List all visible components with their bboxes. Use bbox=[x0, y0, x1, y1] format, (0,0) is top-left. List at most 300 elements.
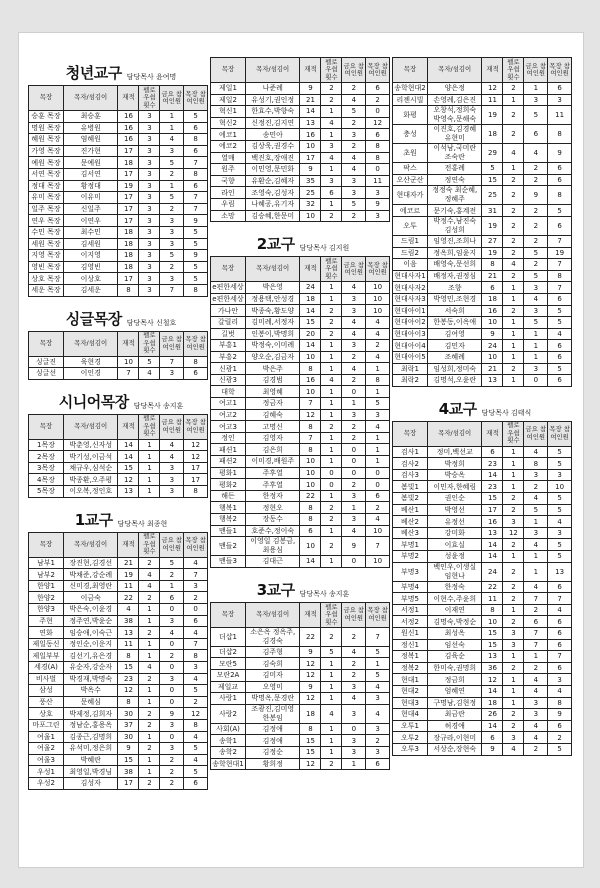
section-title: 2교구 bbox=[256, 235, 295, 254]
cell-mj: 7 bbox=[366, 627, 390, 646]
table-row bbox=[393, 293, 572, 305]
table-row bbox=[211, 152, 390, 164]
cell-bmg: 1 bbox=[321, 456, 342, 468]
cell-bmg: 1 bbox=[321, 556, 342, 568]
cell-team: 에코1 bbox=[211, 129, 246, 141]
cell-team: 대학 bbox=[211, 386, 246, 398]
header-friday: 금요 참여인원 bbox=[160, 331, 184, 356]
cell-mj: 8 bbox=[366, 152, 390, 164]
table-row bbox=[393, 125, 572, 144]
cell-leader: 이석남,국미란 조숙란 bbox=[427, 144, 482, 163]
cell-fri: 3 bbox=[342, 681, 366, 693]
cell-fri: 3 bbox=[160, 145, 184, 157]
cell-mj: 6 bbox=[548, 83, 572, 95]
cell-fri: 3 bbox=[160, 462, 184, 474]
cell-fri: 7 bbox=[160, 356, 184, 368]
header-team: 목장 bbox=[211, 602, 246, 627]
cell-team: 패션2 bbox=[211, 456, 246, 468]
cell-reg: 38 bbox=[118, 615, 139, 627]
table-row bbox=[29, 250, 208, 262]
cell-leader: 나혜공,유기자 bbox=[245, 198, 300, 210]
cell-mj: 2 bbox=[184, 592, 208, 604]
cell-fri: 2 bbox=[524, 205, 548, 217]
cell-bmg: 2 bbox=[321, 758, 342, 770]
cell-team: 이음 bbox=[393, 259, 428, 271]
cell-fri: 4 bbox=[160, 439, 184, 451]
cell-leader: 김대근 bbox=[245, 556, 300, 568]
cell-reg: 9 bbox=[482, 328, 503, 340]
table-header-row bbox=[29, 532, 208, 557]
cell-bmg: 1 bbox=[321, 746, 342, 758]
cell-fri: 3 bbox=[342, 175, 366, 187]
cell-mj: 8 bbox=[184, 650, 208, 662]
cell-reg: 15 bbox=[482, 639, 503, 651]
table-row bbox=[211, 351, 390, 363]
header-mokjang: 목장 참여인원 bbox=[184, 414, 208, 439]
cell-mj: 5 bbox=[366, 669, 390, 681]
cell-fri: 9 bbox=[342, 537, 366, 556]
cell-fri: 3 bbox=[524, 697, 548, 709]
cell-fri: 2 bbox=[342, 669, 366, 681]
header-mokjang: 목장 참여인원 bbox=[548, 58, 572, 83]
header-friday: 금요 참여인원 bbox=[342, 58, 366, 83]
cell-bmg: 2 bbox=[503, 106, 524, 125]
cell-team: 열매 bbox=[211, 152, 246, 164]
cell-bmg: 2 bbox=[503, 247, 524, 259]
header-leader: 목자/섬김이 bbox=[245, 257, 300, 282]
cell-team: 더샵2 bbox=[211, 646, 246, 658]
cell-team: 영빈 목장 bbox=[29, 261, 64, 273]
cell-team: 더샵1 bbox=[211, 627, 246, 646]
cell-mj: 7 bbox=[184, 157, 208, 169]
cell-team: 제일동신 bbox=[29, 638, 64, 650]
cell-team: 현대4 bbox=[393, 709, 428, 721]
cell-mj: 4 bbox=[366, 421, 390, 433]
cell-mj: 3 bbox=[548, 94, 572, 106]
cell-bmg: 2 bbox=[503, 270, 524, 282]
section-title: 싱글목장 bbox=[65, 309, 122, 328]
cell-team: 한양3 bbox=[29, 604, 64, 616]
table-row bbox=[211, 627, 390, 646]
attendance-table bbox=[392, 57, 572, 387]
cell-team: 주현 bbox=[29, 615, 64, 627]
cell-fri: 0 bbox=[160, 685, 184, 697]
cell-bmg: 1 bbox=[321, 723, 342, 735]
cell-reg: 32 bbox=[300, 198, 321, 210]
cell-reg: 10 bbox=[300, 467, 321, 479]
cell-bmg: 1 bbox=[503, 317, 524, 329]
cell-bmg: 3 bbox=[139, 284, 160, 296]
table-row bbox=[29, 203, 208, 215]
header-team: 목장 bbox=[211, 58, 246, 83]
cell-bmg: 3 bbox=[139, 111, 160, 123]
cell-mj: 8 bbox=[366, 140, 390, 152]
cell-reg: 16 bbox=[118, 122, 139, 134]
cell-fri: 0 bbox=[160, 731, 184, 743]
cell-leader: 이효실 bbox=[427, 539, 482, 551]
cell-team: 남부1 bbox=[29, 557, 64, 569]
cell-reg: 10 bbox=[118, 356, 139, 368]
cell-reg: 4 bbox=[118, 604, 139, 616]
cell-leader: 조광진,김미영 한봉임 bbox=[245, 704, 300, 723]
cell-mj: 3 bbox=[184, 662, 208, 674]
cell-fri: 2 bbox=[524, 163, 548, 175]
cell-leader: 이금숙 bbox=[63, 592, 118, 604]
cell-team: 싱글선 bbox=[29, 368, 64, 380]
cell-bmg: 3 bbox=[503, 732, 524, 744]
header-friday: 금요 참여인원 bbox=[160, 86, 184, 111]
cell-bmg: 2 bbox=[503, 174, 524, 186]
cell-fri: 3 bbox=[342, 409, 366, 421]
cell-mj: 11 bbox=[548, 106, 572, 125]
cell-mj: 8 bbox=[184, 719, 208, 731]
table-row bbox=[393, 481, 572, 493]
column-2 bbox=[210, 57, 396, 776]
cell-mj: 9 bbox=[548, 144, 572, 163]
cell-reg: 11 bbox=[118, 580, 139, 592]
cell-mj: 5 bbox=[184, 743, 208, 755]
cell-leader: 김성자 bbox=[63, 777, 118, 789]
cell-leader: 박옥수 bbox=[63, 685, 118, 697]
cell-mj: 4 bbox=[184, 673, 208, 685]
cell-reg: 12 bbox=[300, 658, 321, 670]
cell-reg: 7 bbox=[300, 398, 321, 410]
cell-bmg: 1 bbox=[139, 615, 160, 627]
cell-mj: 10 bbox=[366, 282, 390, 294]
cell-reg: 22 bbox=[482, 581, 503, 593]
cell-reg: 18 bbox=[118, 238, 139, 250]
cell-bmg: 1 bbox=[321, 164, 342, 176]
cell-reg: 11 bbox=[482, 593, 503, 605]
cell-reg: 20 bbox=[300, 328, 321, 340]
cell-mj: 6 bbox=[548, 639, 572, 651]
cell-mj: 5 bbox=[548, 743, 572, 755]
table-row bbox=[29, 111, 208, 123]
cell-reg: 37 bbox=[118, 719, 139, 731]
cell-fri: 2 bbox=[342, 658, 366, 670]
table-row bbox=[393, 639, 572, 651]
cell-fri: 1 bbox=[524, 83, 548, 95]
cell-fri: 2 bbox=[524, 743, 548, 755]
cell-fri: 1 bbox=[524, 351, 548, 363]
cell-leader: 박영선 bbox=[427, 504, 482, 516]
cell-mj: 9 bbox=[548, 709, 572, 721]
cell-bmg: 2 bbox=[503, 662, 524, 674]
cell-bmg: 3 bbox=[321, 140, 342, 152]
pastor-label: 담당목사 김태식 bbox=[481, 408, 532, 417]
cell-leader: 전홍례 bbox=[427, 163, 482, 175]
table-row bbox=[393, 551, 572, 563]
header-leader: 목자/섬김이 bbox=[427, 421, 482, 446]
cell-bmg: 2 bbox=[139, 743, 160, 755]
cell-bmg: 2 bbox=[321, 514, 342, 526]
cell-mj: 9 bbox=[184, 250, 208, 262]
cell-team: 혜원 목장 bbox=[29, 134, 64, 146]
cell-bmg: 1 bbox=[321, 525, 342, 537]
cell-mj: 3 bbox=[366, 693, 390, 705]
cell-reg: 10 bbox=[300, 537, 321, 556]
cell-leader: 정주연,박윤순 bbox=[63, 615, 118, 627]
cell-mj: 7 bbox=[184, 192, 208, 204]
cell-leader: 김영빈 bbox=[63, 261, 118, 273]
table-row bbox=[393, 593, 572, 605]
cell-mj: 5 bbox=[548, 504, 572, 516]
cell-bmg: 2 bbox=[139, 592, 160, 604]
cell-mj: 4 bbox=[366, 681, 390, 693]
cell-leader: 이현수,주윤희 bbox=[427, 593, 482, 605]
table-row bbox=[29, 743, 208, 755]
table-row bbox=[29, 580, 208, 592]
cell-leader: 박혜란 bbox=[63, 754, 118, 766]
cell-mj: 4 bbox=[548, 516, 572, 528]
cell-reg: 7 bbox=[300, 432, 321, 444]
table-row bbox=[211, 746, 390, 758]
cell-team: 현대아이1 bbox=[394, 306, 426, 315]
cell-bmg: 4 bbox=[139, 662, 160, 674]
cell-bmg: 3 bbox=[139, 261, 160, 273]
cell-team: 현대아이2 bbox=[394, 318, 426, 327]
cell-bmg: 3 bbox=[139, 192, 160, 204]
cell-reg: 26 bbox=[482, 709, 503, 721]
cell-mj: 4 bbox=[548, 685, 572, 697]
table-row bbox=[393, 328, 572, 340]
cell-bmg: 1 bbox=[139, 696, 160, 708]
cell-mj: 6 bbox=[548, 628, 572, 640]
cell-reg: 14 bbox=[482, 720, 503, 732]
cell-reg: 21 bbox=[482, 270, 503, 282]
table-row bbox=[29, 592, 208, 604]
cell-fri: 4 bbox=[524, 685, 548, 697]
cell-mj: 5 bbox=[548, 446, 572, 458]
cell-mj: 6 bbox=[548, 581, 572, 593]
cell-team: 한양2 bbox=[29, 592, 64, 604]
cell-leader: 박승옥 bbox=[427, 469, 482, 481]
table-row bbox=[29, 451, 208, 463]
cell-team: 드림1 bbox=[393, 235, 428, 247]
cell-bmg: 1 bbox=[321, 409, 342, 421]
cell-leader: 김명숙,박정순 bbox=[427, 616, 482, 628]
cell-bmg: 1 bbox=[139, 650, 160, 662]
cell-mj: 10 bbox=[366, 293, 390, 305]
cell-leader: 유순자,강순자 bbox=[63, 662, 118, 674]
cell-bmg: 1 bbox=[321, 363, 342, 375]
header-registered: 재적 bbox=[300, 602, 321, 627]
cell-reg: 17 bbox=[118, 192, 139, 204]
table-row bbox=[29, 696, 208, 708]
cell-leader: 정현오 bbox=[245, 502, 300, 514]
section-header bbox=[28, 386, 214, 412]
cell-bmg: 1 bbox=[503, 340, 524, 352]
cell-bmg: 3 bbox=[139, 134, 160, 146]
cell-reg: 38 bbox=[118, 766, 139, 778]
cell-fri: 2 bbox=[160, 754, 184, 766]
cell-team: 부흥2 bbox=[211, 351, 246, 363]
header-mokjang: 목장 참여인원 bbox=[184, 532, 208, 557]
cell-mj: 3 bbox=[366, 187, 390, 199]
cell-reg: 14 bbox=[482, 539, 503, 551]
cell-team: 서정2 bbox=[393, 616, 428, 628]
cell-team: 오투 bbox=[393, 216, 428, 235]
cell-mj: 0 bbox=[366, 164, 390, 176]
cell-leader: 최영일,박경님 bbox=[63, 766, 118, 778]
cell-leader: 김세원 bbox=[63, 238, 118, 250]
table-row bbox=[211, 83, 390, 95]
cell-leader: 김정애 bbox=[245, 723, 300, 735]
cell-bmg: 1 bbox=[503, 458, 524, 470]
cell-bmg: 3 bbox=[139, 122, 160, 134]
cell-reg: 8 bbox=[300, 502, 321, 514]
table-row bbox=[211, 398, 390, 410]
cell-team: 사랑1 bbox=[211, 693, 246, 705]
cell-reg: 12 bbox=[300, 669, 321, 681]
header-team: 목장 bbox=[29, 86, 64, 111]
table-row bbox=[393, 317, 572, 329]
cell-mj: 7 bbox=[548, 235, 572, 247]
cell-mj: 4 bbox=[366, 514, 390, 526]
table-row bbox=[29, 486, 208, 498]
cell-reg: 8 bbox=[118, 284, 139, 296]
cell-team: 최락2 bbox=[393, 375, 428, 387]
cell-reg: 14 bbox=[300, 556, 321, 568]
cell-leader: 박은주 bbox=[245, 363, 300, 375]
cell-reg: 14 bbox=[482, 469, 503, 481]
cell-leader: 이연우 bbox=[63, 215, 118, 227]
cell-fri: 3 bbox=[160, 743, 184, 755]
cell-team: 현대자가 bbox=[393, 186, 428, 205]
cell-fri: 1 bbox=[524, 328, 548, 340]
cell-mj: 5 bbox=[184, 766, 208, 778]
cell-team: e편한세상 bbox=[212, 283, 244, 292]
table-row bbox=[211, 175, 390, 187]
cell-leader: 최금란 bbox=[427, 709, 482, 721]
cell-team: 봄빛1 bbox=[393, 481, 428, 493]
section-title: 1교구 bbox=[74, 510, 113, 529]
cell-bmg: 1 bbox=[321, 198, 342, 210]
cell-bmg: 2 bbox=[503, 125, 524, 144]
cell-reg: 23 bbox=[118, 673, 139, 685]
section-d1 bbox=[28, 504, 214, 790]
cell-leader: 육현경 bbox=[63, 356, 118, 368]
cell-bmg: 2 bbox=[139, 627, 160, 639]
cell-reg: 23 bbox=[482, 458, 503, 470]
cell-bmg: 1 bbox=[321, 129, 342, 141]
table-row bbox=[211, 340, 390, 352]
cell-reg: 8 bbox=[300, 723, 321, 735]
cell-reg: 22 bbox=[300, 490, 321, 502]
cell-team: 제일1 bbox=[211, 83, 246, 95]
cell-mj: 1 bbox=[366, 658, 390, 670]
cell-leader: 김승혜,한문미 bbox=[245, 210, 300, 222]
table-row bbox=[29, 662, 208, 674]
table-row bbox=[211, 556, 390, 568]
cell-leader: 한효수,박향숙 bbox=[245, 106, 300, 118]
table-header-row bbox=[29, 331, 208, 356]
cell-leader: 박제정,김희자 bbox=[63, 708, 118, 720]
table-row bbox=[29, 226, 208, 238]
cell-fri: 2 bbox=[342, 351, 366, 363]
cell-mj: 7 bbox=[548, 259, 572, 271]
cell-mj: 0 bbox=[366, 467, 390, 479]
header-registered: 재적 bbox=[482, 421, 503, 446]
table-row bbox=[29, 708, 208, 720]
cell-mj: 5 bbox=[184, 273, 208, 285]
table-row bbox=[211, 646, 390, 658]
cell-bmg: 3 bbox=[503, 639, 524, 651]
table-row bbox=[393, 604, 572, 616]
cell-reg: 13 bbox=[482, 375, 503, 387]
cell-fri: 2 bbox=[342, 374, 366, 386]
section-p4 bbox=[392, 57, 578, 387]
cell-reg: 18 bbox=[300, 704, 321, 723]
table-row bbox=[29, 168, 208, 180]
cell-fri: 6 bbox=[160, 592, 184, 604]
cell-mj: 4 bbox=[366, 351, 390, 363]
cell-reg: 6 bbox=[482, 446, 503, 458]
cell-bmg: 1 bbox=[139, 685, 160, 697]
cell-reg: 18 bbox=[482, 697, 503, 709]
cell-bmg: 2 bbox=[503, 216, 524, 235]
cell-fri: 5 bbox=[342, 198, 366, 210]
cell-leader: 양은정 bbox=[427, 83, 482, 95]
cell-team: 제일교 bbox=[211, 681, 246, 693]
header-leader: 목자/섬김이 bbox=[245, 58, 300, 83]
cell-fri: 3 bbox=[342, 340, 366, 352]
section-p2 bbox=[210, 57, 396, 222]
table-row bbox=[393, 205, 572, 217]
cell-mj: 4 bbox=[366, 316, 390, 328]
cell-fri: 3 bbox=[160, 226, 184, 238]
cell-reg: 17 bbox=[118, 777, 139, 789]
cell-bmg: 2 bbox=[321, 316, 342, 328]
cell-team: 사랑2 bbox=[211, 704, 246, 723]
cell-fri: 0 bbox=[342, 467, 366, 479]
cell-bmg: 5 bbox=[321, 646, 342, 658]
cell-team: 제일부부 bbox=[29, 650, 64, 662]
cell-reg: 9 bbox=[300, 681, 321, 693]
pastor-label: 담당목사 송지훈 bbox=[133, 401, 184, 410]
cell-team: 혁신2 bbox=[211, 117, 246, 129]
cell-fri: 3 bbox=[342, 746, 366, 758]
cell-bmg: 2 bbox=[139, 719, 160, 731]
cell-team: 일주 목장 bbox=[29, 203, 64, 215]
table-row bbox=[393, 562, 572, 581]
cell-reg: 18 bbox=[482, 293, 503, 305]
cell-team: 정대 목장 bbox=[29, 180, 64, 192]
cell-mj: 8 bbox=[184, 356, 208, 368]
cell-mj: 2 bbox=[366, 735, 390, 747]
cell-leader: 김민자 bbox=[427, 340, 482, 352]
cell-leader: 김정애 bbox=[245, 735, 300, 747]
cell-bmg: 1 bbox=[139, 766, 160, 778]
cell-bmg: 3 bbox=[139, 145, 160, 157]
cell-leader: 이미경,배원주 bbox=[245, 456, 300, 468]
cell-reg: 12 bbox=[300, 693, 321, 705]
cell-reg: 31 bbox=[482, 205, 503, 217]
table-row bbox=[211, 409, 390, 421]
cell-team: 서정1 bbox=[393, 604, 428, 616]
attendance-sheet bbox=[18, 32, 584, 868]
cell-leader: 박채준,강순례 bbox=[63, 569, 118, 581]
cell-reg: 13 bbox=[482, 527, 503, 539]
cell-team: 싱글진 bbox=[29, 356, 64, 368]
cell-mj: 17 bbox=[184, 462, 208, 474]
cell-bmg: 4 bbox=[139, 368, 160, 380]
cell-mj: 4 bbox=[366, 704, 390, 723]
table-row bbox=[393, 305, 572, 317]
cell-bmg: 1 bbox=[321, 432, 342, 444]
cell-mj: 11 bbox=[366, 175, 390, 187]
cell-leader: 권인순 bbox=[427, 493, 482, 505]
